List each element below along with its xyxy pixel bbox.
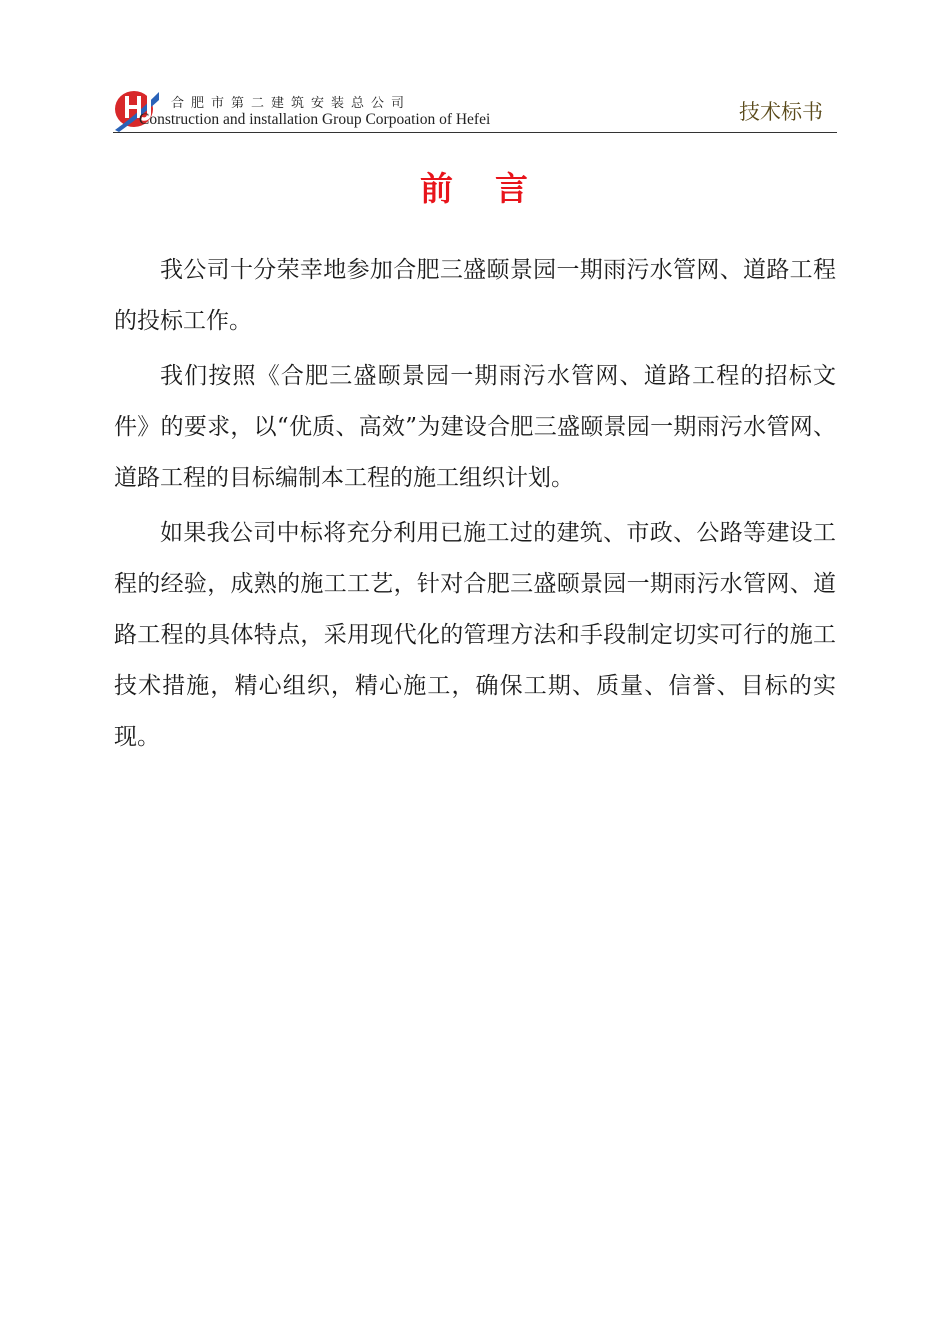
company-name-en: Construction and installation Group Corpoation of Hefei xyxy=(139,111,491,128)
paragraph-1: 我公司十分荣幸地参加合肥三盛颐景园一期雨污水管网、道路工程的投标工作。 xyxy=(114,257,836,334)
document-type-label: 技术标书 xyxy=(739,100,823,124)
company-name-cn: 合肥市第二建筑安装总公司 xyxy=(171,96,412,111)
paragraph-2: 我们按照《合肥三盛颐景园一期雨污水管网、道路工程的招标文件》的要求，以“优质、高效”为建设合肥三盛颐景园一期雨污水管网、道路工程的目标编制本工程的施工组织计划。 xyxy=(114,363,836,491)
title-char-2: 言 xyxy=(495,169,530,208)
body-text xyxy=(114,245,836,767)
page-title xyxy=(0,163,950,210)
paragraph-3: 如果我公司中标将充分利用已施工过的建筑、市政、公路等建设工程的经验，成熟的施工工艺，针对合肥三盛颐景园一期雨污水管网、道路工程的具体特点，采用现代化的管理方法和手段制定切实可行的施工技术措施，精心组织，精心施工，确保工期、质量、信誉、目标的实现。 xyxy=(114,520,836,750)
title-char-1: 前 xyxy=(420,169,455,208)
page-header xyxy=(113,82,837,133)
